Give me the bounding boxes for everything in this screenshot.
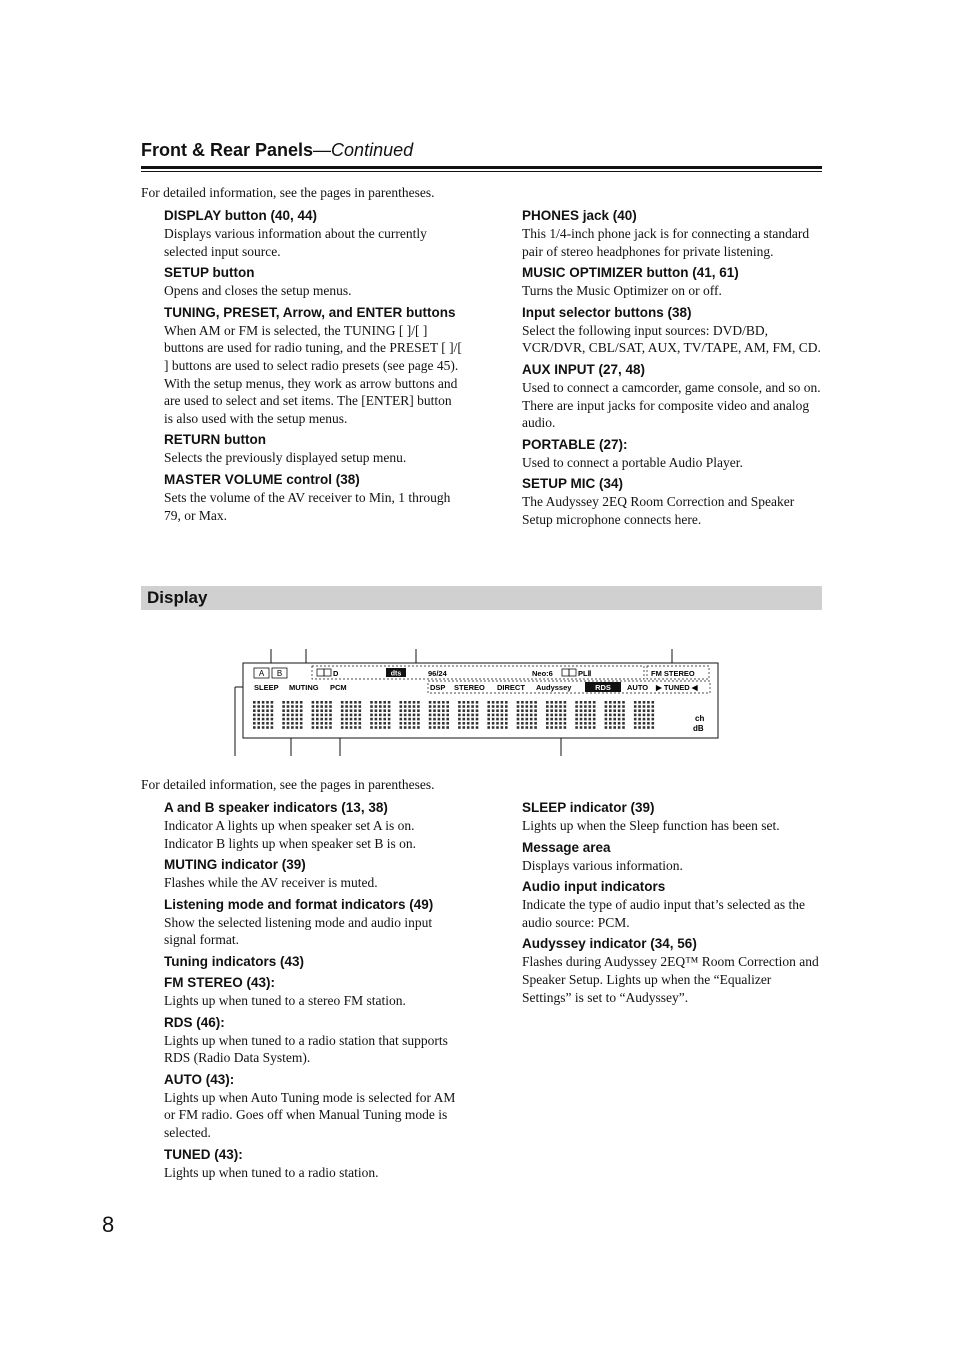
display-right-column bbox=[522, 799, 822, 1010]
ch-indicator: ch bbox=[695, 714, 705, 723]
front-right-column bbox=[522, 207, 822, 533]
display-left-column bbox=[164, 799, 464, 1185]
tuned-indicator: ▶ TUNED ◀ bbox=[656, 683, 698, 692]
rds-indicator: RDS bbox=[595, 683, 611, 692]
item-phones-jack: PHONES jack (40) This 1/4-inch phone jack is for connecting a standard pair of stereo headphones for private listening. bbox=[522, 208, 810, 259]
sleep-indicator: SLEEP bbox=[254, 683, 279, 692]
item-input-selector: Input selector buttons (38) Select the following input sources: DVD/BD, VCR/DVR, CBL/SAT, AUX, TV/TAPE, AM, FM, CD. bbox=[522, 304, 821, 356]
item-rds: RDS (46): Lights up when tuned to a radio station that supports RDS (Radio Data System). bbox=[164, 1014, 448, 1066]
speaker-a-indicator: A bbox=[258, 669, 265, 678]
item-fm-stereo: FM STEREO (43): Lights up when tuned to a stereo FM station. bbox=[164, 974, 406, 1008]
item-sleep-indicator: SLEEP indicator (39) Lights up when the Sleep function has been set. bbox=[522, 800, 780, 833]
item-setup-button: SETUP button Opens and closes the setup menus. bbox=[164, 265, 352, 299]
muting-indicator: MUTING bbox=[289, 683, 319, 692]
speaker-b-indicator: B bbox=[276, 669, 283, 678]
item-auto: AUTO (43): Lights up when Auto Tuning mode is selected for AM or FM radio. Goes off when Manual Tuning mode is selected. bbox=[164, 1071, 456, 1140]
note-bottom: For detailed information, see the pages in parentheses. bbox=[141, 777, 435, 792]
dolby-d-indicator: D bbox=[333, 669, 339, 678]
item-audio-input: Audio input indicators Indicate the type of audio input that’s selected as the audio source: PCM. bbox=[522, 879, 806, 930]
item-message-area: Message area Displays various information. bbox=[522, 839, 683, 873]
note-top: For detailed information, see the pages in parentheses. bbox=[141, 185, 435, 200]
stereo-indicator: STEREO bbox=[454, 683, 485, 692]
item-speaker-indicators: A and B speaker indicators (13, 38) Indicator A lights up when speaker set A is on. Indicator B lights up when speaker set B is on. bbox=[164, 800, 416, 851]
item-master-volume: MASTER VOLUME control (38) Sets the volume of the AV receiver to Min, 1 through 79, or Max. bbox=[164, 471, 451, 523]
header-rule-thin bbox=[141, 171, 822, 172]
item-tuning-indicators: Tuning indicators (43) bbox=[164, 953, 305, 969]
pcm-indicator: PCM bbox=[330, 683, 347, 692]
dsp-indicator: DSP bbox=[430, 683, 446, 692]
item-muting-indicator: MUTING indicator (39) Flashes while the AV receiver is muted. bbox=[164, 857, 378, 891]
audyssey-indicator: Audyssey bbox=[536, 683, 572, 692]
display-panel-diagram bbox=[228, 645, 724, 760]
rate-indicator: 96/24 bbox=[428, 669, 447, 678]
front-left-column bbox=[164, 207, 464, 528]
item-tuned: TUNED (43): Lights up when tuned to a radio station. bbox=[164, 1146, 379, 1180]
auto-indicator: AUTO bbox=[627, 683, 649, 692]
section-title: Display bbox=[147, 588, 208, 607]
item-aux-input: AUX INPUT (27, 48) Used to connect a camcorder, game console, and so on. There are input jacks for composite video and analog audio. bbox=[522, 361, 821, 431]
db-indicator: dB bbox=[693, 724, 704, 733]
page-title: Front & Rear Panels—Continued bbox=[141, 140, 414, 160]
page-number: 8 bbox=[102, 1212, 115, 1237]
item-tuning-buttons: TUNING, PRESET, Arrow, and ENTER buttons When AM or FM is selected, the TUNING [ ]/[ ] buttons are used for radio tuning, and the PRESET [ ]/[ ] buttons are used to select radio presets (see page 45). With the setup menus, they work as arrow buttons and are used to select and set items. The [ENTER] button is also used with the setup menus. bbox=[164, 304, 462, 426]
item-music-optimizer: MUSIC OPTIMIZER button (41, 61) Turns the Music Optimizer on or off. bbox=[522, 265, 739, 299]
header-rule bbox=[141, 166, 822, 169]
direct-indicator: DIRECT bbox=[497, 683, 525, 692]
item-setup-mic: SETUP MIC (34) The Audyssey 2EQ Room Correction and Speaker Setup microphone connects here. bbox=[522, 476, 795, 527]
item-audyssey-indicator: Audyssey indicator (34, 56) Flashes during Audyssey 2EQ™ Room Correction and Speaker Setup. Lights up when the “Equalizer Settings” is set to “Audyssey”. bbox=[522, 936, 819, 1005]
neo6-indicator: Neo:6 bbox=[532, 669, 553, 678]
pl2-indicator: PLⅡ bbox=[578, 669, 592, 678]
section-bar-display bbox=[141, 586, 822, 610]
fm-stereo-indicator: FM STEREO bbox=[651, 669, 695, 678]
dts-indicator: dts bbox=[390, 670, 402, 678]
item-portable: PORTABLE (27): Used to connect a portable Audio Player. bbox=[522, 436, 743, 470]
item-display-button: DISPLAY button (40, 44) Displays various information about the currently selected input source. bbox=[164, 208, 427, 259]
item-return-button: RETURN button Selects the previously displayed setup menu. bbox=[164, 432, 407, 466]
item-listening-mode: Listening mode and format indicators (49) Show the selected listening mode and audio input signal format. bbox=[164, 896, 434, 948]
